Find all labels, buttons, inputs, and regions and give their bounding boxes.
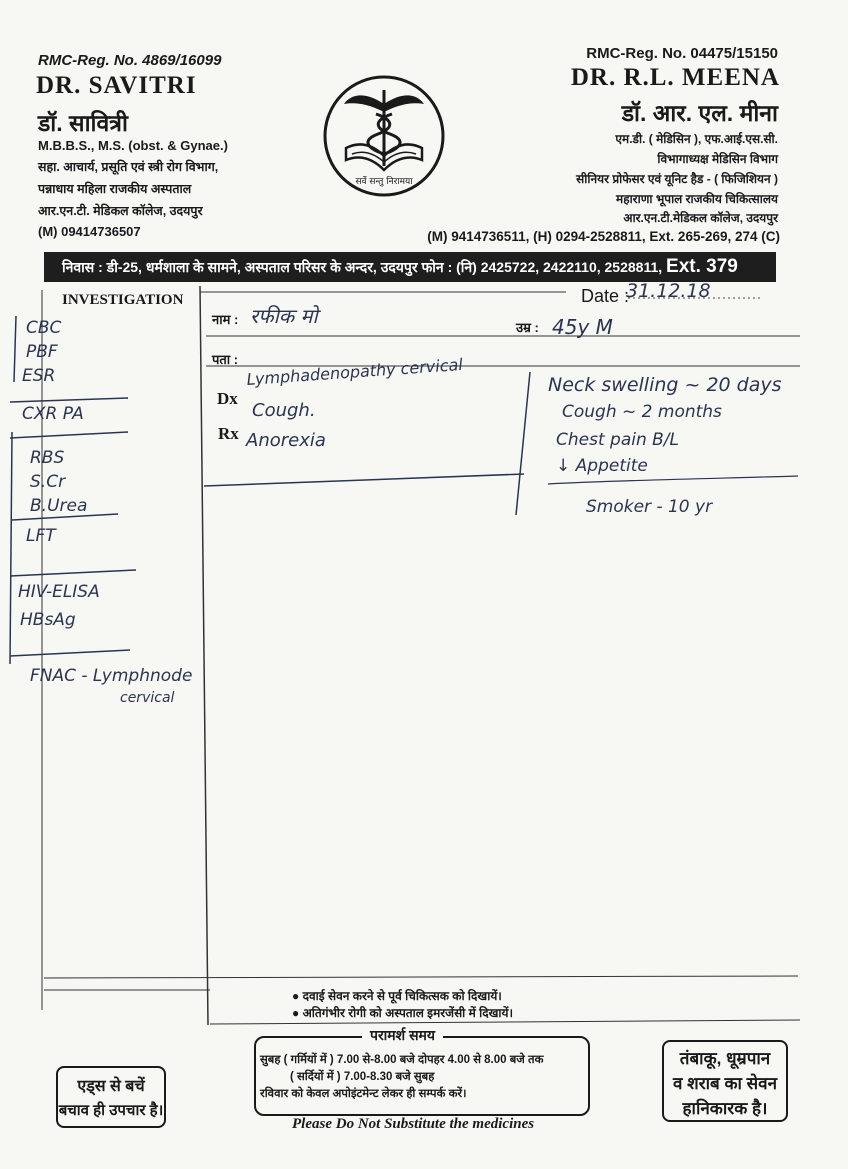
- symptom-item: Cough ~ 2 months: [562, 402, 722, 422]
- investigation-item: S.Cr: [30, 472, 66, 492]
- left-doctor-line1: सहा. आचार्य, प्रसूति एवं स्त्री रोग विभाग,: [38, 160, 219, 174]
- tobacco-line-3: हानिकारक है।: [682, 1099, 768, 1118]
- investigation-item: HIV-ELISA: [18, 582, 100, 602]
- rx-label: Rx: [218, 424, 239, 443]
- handwritten-rx: Anorexia: [246, 430, 326, 451]
- symptom-item: Smoker - 10 yr: [586, 497, 713, 517]
- name-label: नाम :: [212, 312, 239, 327]
- timing-line-1: सुबह ( गर्मियों में ) 7.00 से-8.00 बजे दोपहर 4.00 से 8.00 बजे तक: [260, 1054, 544, 1066]
- investigation-item: PBF: [26, 342, 58, 362]
- investigation-title: INVESTIGATION: [62, 292, 184, 308]
- address-ext: Ext. 379: [666, 256, 738, 277]
- right-doctor-reg: RMC-Reg. No. 04475/15150: [586, 45, 778, 62]
- right-doctor-line3: सीनियर प्रोफेसर एवं यूनिट हैड - ( फिजिशियन ): [576, 172, 778, 186]
- right-doctor-line2: विभागाध्यक्ष मेडिसिन विभाग: [657, 152, 778, 166]
- investigation-item: ESR: [22, 366, 56, 386]
- symptom-item: Neck swelling ~ 20 days: [548, 374, 782, 396]
- left-doctor-mobile: (M) 09414736507: [38, 224, 141, 239]
- right-doctor-line4: महाराणा भूपाल राजकीय चिकित्सालय: [616, 192, 778, 206]
- aids-line-1: एड्स से बचें: [77, 1078, 145, 1095]
- aids-line-2: बचाव ही उपचार है।: [58, 1102, 164, 1119]
- left-doctor-line2: पन्नाधाय महिला राजकीय अस्पताल: [38, 182, 192, 196]
- investigation-item: B.Urea: [30, 496, 88, 516]
- investigation-item: CXR PA: [22, 404, 84, 424]
- left-doctor-name: DR. SAVITRI: [36, 72, 197, 99]
- investigation-item: FNAC - Lymphnode: [30, 666, 193, 686]
- handwritten-cough: Cough.: [252, 400, 316, 421]
- investigation-item: CBC: [26, 318, 62, 338]
- right-doctor-name: DR. R.L. MEENA: [570, 64, 780, 91]
- date-label: Date :: [581, 286, 630, 306]
- left-doctor-reg: RMC-Reg. No. 4869/16099: [38, 52, 222, 69]
- investigation-item: HBsAg: [20, 610, 76, 630]
- address-label: पता :: [212, 352, 239, 367]
- timing-line-2: ( सर्दियों में ) 7.00-8.30 बजे सुबह: [290, 1071, 435, 1083]
- age-label: उम्र :: [516, 320, 539, 335]
- handwritten-age: 45y M: [552, 315, 613, 339]
- right-doctor-name-hindi: डॉ. आर. एल. मीना: [621, 100, 778, 126]
- timing-line-3: रविवार को केवल अपोइंटमेन्ट लेकर ही सम्पर्क करें।: [260, 1088, 467, 1100]
- handwritten-diagnosis: Lymphadenopathy cervical: [246, 354, 464, 389]
- left-doctor-line3: आर.एन.टी. मेडिकल कॉलेज, उदयपुर: [38, 204, 203, 218]
- tobacco-line-2: व शराब का सेवन: [672, 1074, 778, 1093]
- handwritten-date: 31.12.18: [626, 280, 711, 302]
- no-substitute-note: Please Do Not Substitute the medicines: [292, 1116, 535, 1132]
- handwritten-patient-name: रफीक मो: [250, 304, 318, 328]
- footer-note-1: ● दवाई सेवन करने से पूर्व चिकित्सक को दिखायें।: [292, 989, 502, 1003]
- symptom-item: Chest pain B/L: [556, 430, 680, 450]
- investigation-item: LFT: [26, 526, 56, 546]
- address-text: निवास : डी-25, धर्मशाला के सामने, अस्पताल परिसर के अन्दर, उदयपुर फोन : (नि) 2425722, 2422110, 2528811,: [62, 259, 663, 275]
- emblem-motto: सर्वे सन्तु निरामया: [355, 177, 413, 187]
- right-doctor-line5: आर.एन.टी.मेडिकल कॉलेज, उदयपुर: [623, 211, 778, 225]
- tobacco-line-1: तंबाकू, धूम्रपान: [679, 1049, 771, 1068]
- symptom-item: ↓ Appetite: [556, 456, 648, 476]
- investigation-item: RBS: [30, 448, 65, 468]
- left-doctor-name-hindi: डॉ. सावित्री: [38, 110, 128, 136]
- right-doctor-phones: (M) 9414736511, (H) 0294-2528811, Ext. 265-269, 274 (C): [427, 229, 780, 244]
- left-doctor-degree: M.B.B.S., M.S. (obst. & Gynae.): [38, 138, 228, 153]
- footer-note-2: ● अतिगंभीर रोगी को अस्पताल इमरजेंसी में दिखायें।: [292, 1006, 514, 1020]
- consultation-timing-title: परामर्श समय: [362, 1026, 443, 1045]
- dx-label: Dx: [217, 389, 238, 408]
- right-doctor-line1: एम.डी. ( मेडिसिन ), एफ.आई.एस.सी.: [615, 132, 778, 146]
- investigation-item: cervical: [120, 690, 175, 706]
